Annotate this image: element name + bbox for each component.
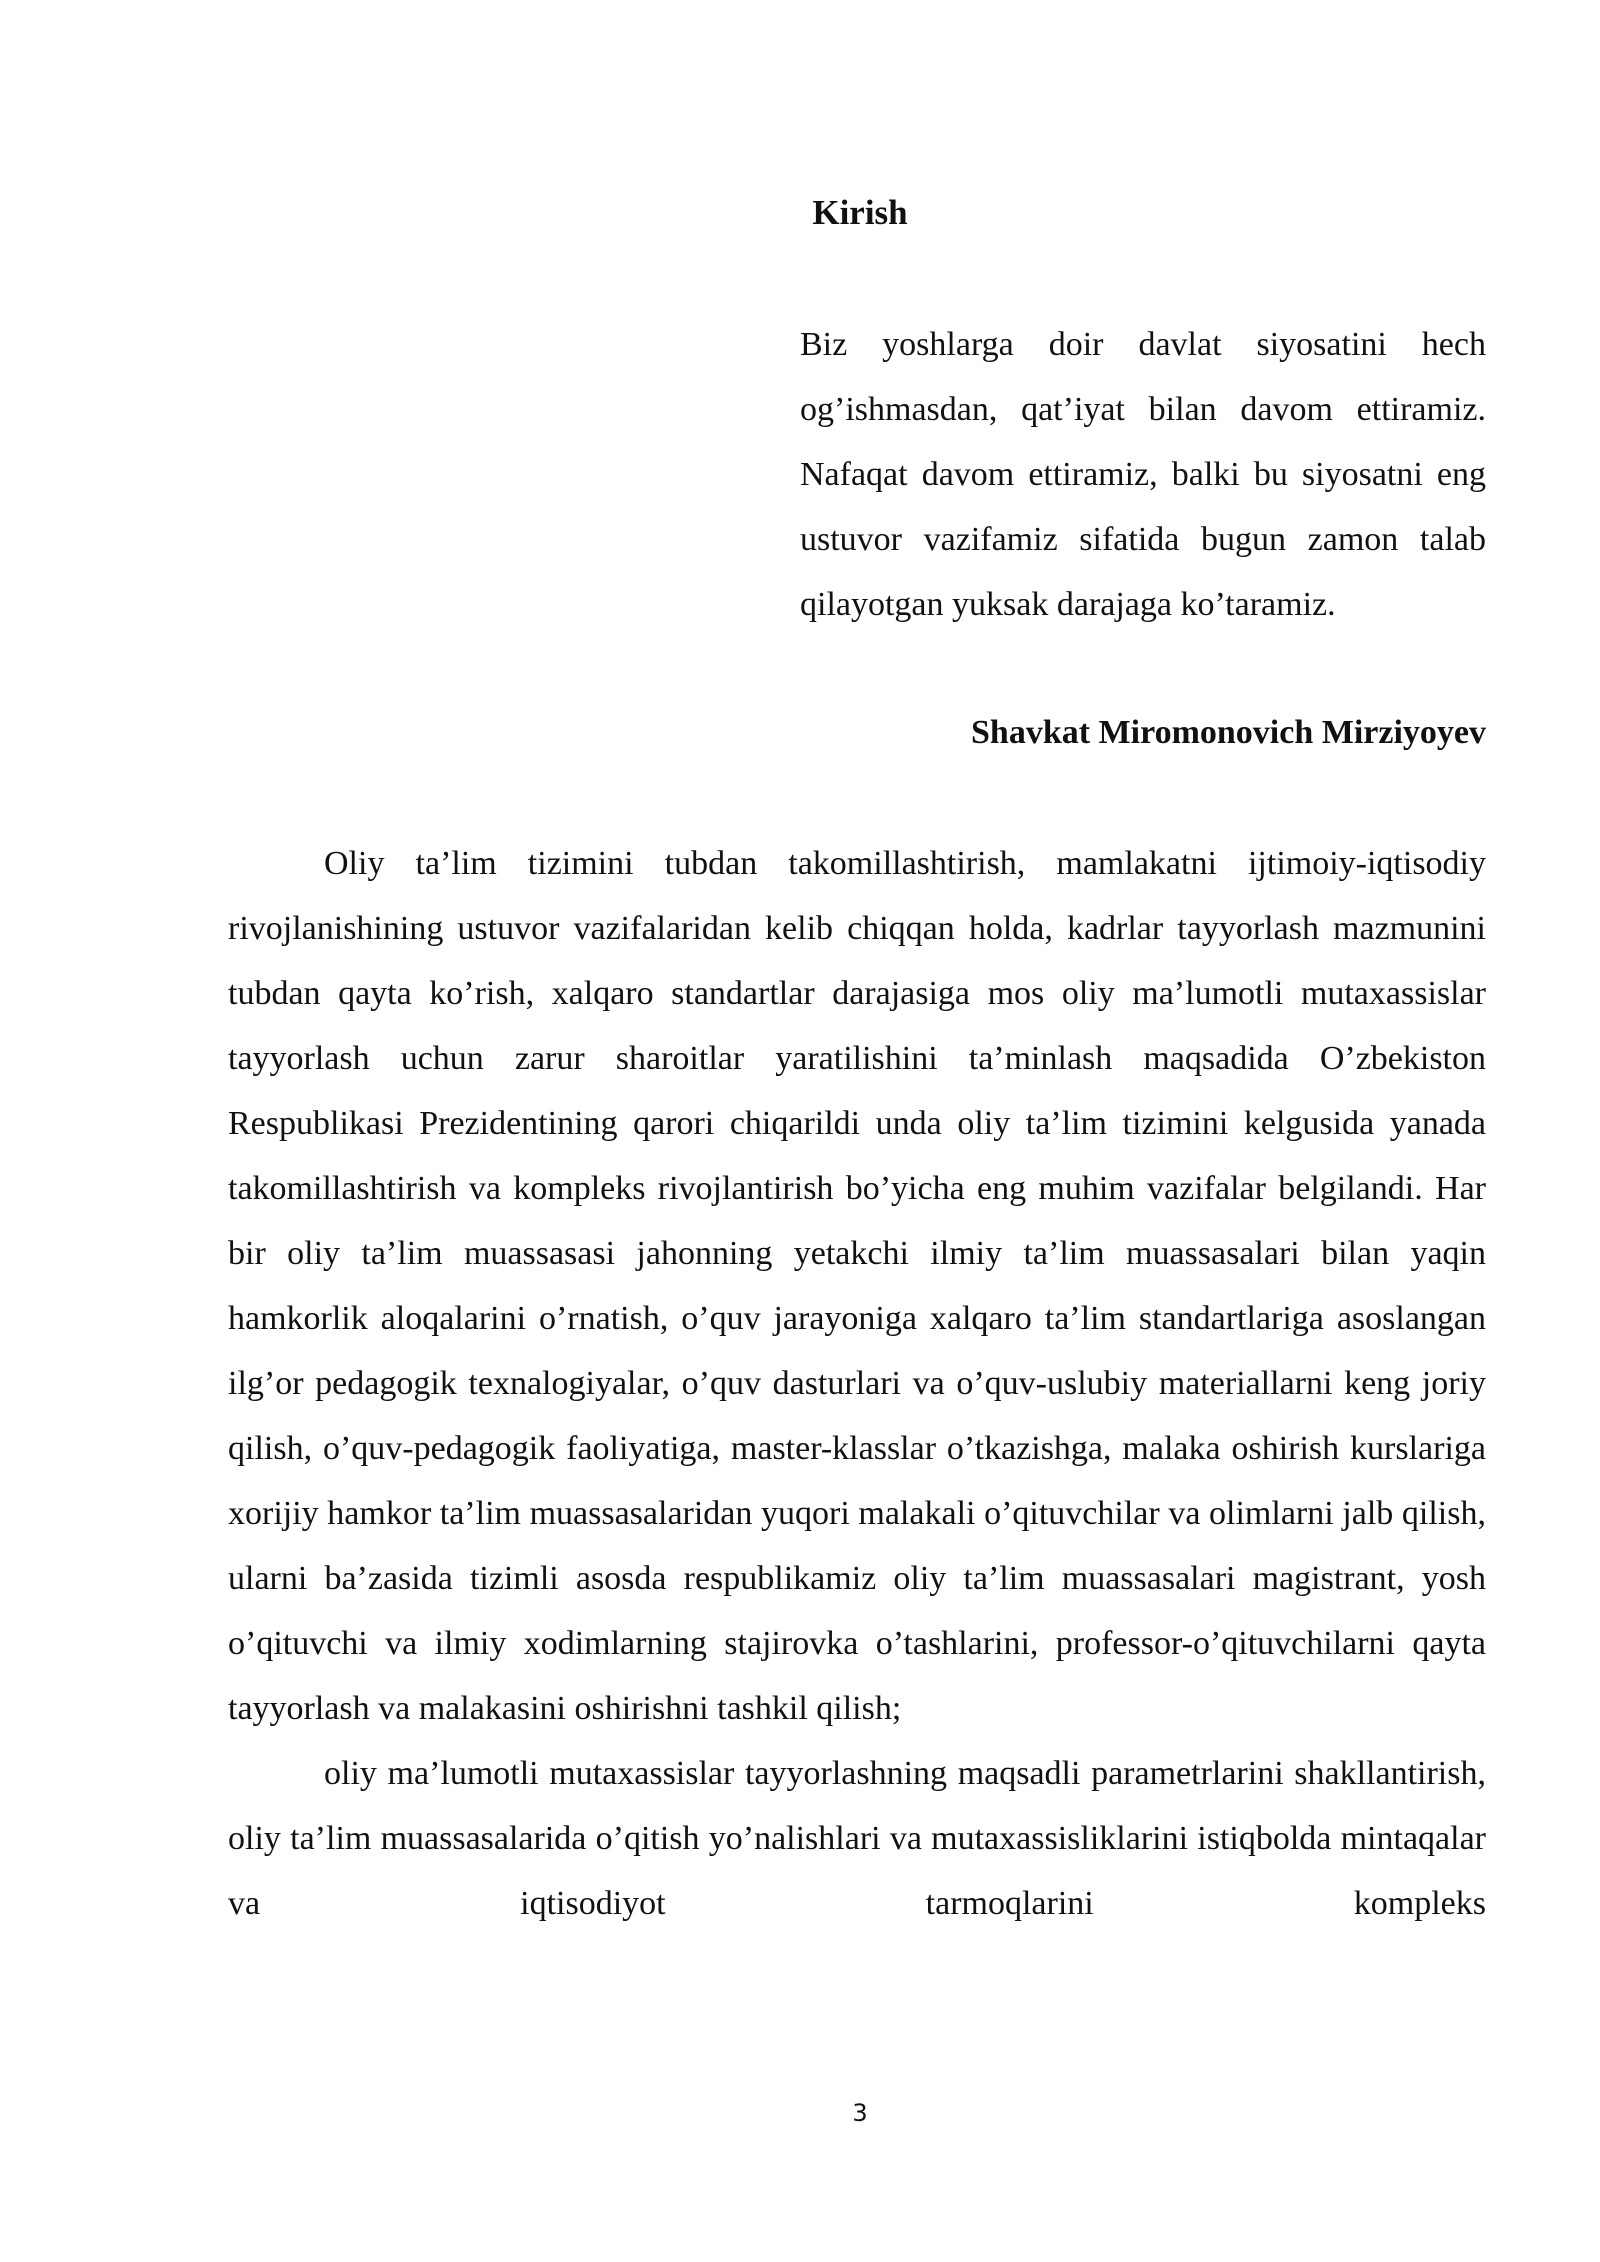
body-paragraph-1: Oliy ta’lim tizimini tubdan takomillashtirish, mamlakatni ijtimoiy-iqtisodiy rivojlanishining ustuvor vazifalaridan kelib chiqqan holda, kadrlar tayyorlash mazmunini tubdan qayta ko’rish, xalqaro standartlar darajasiga mos oliy ma’lumotli mutaxassislar tayyorlash uchun zarur sharoitlar yaratilishini ta’minlash maqsadida O’zbekiston Respublikasi Prezidentining qarori chiqarildi unda oliy ta’lim tizimini kelgusida yanada takomillashtirish va kompleks rivojlantirish bo’yicha eng muhim vazifalar belgilandi. Har bir oliy ta’lim muassasasi jahonning yetakchi ilmiy ta’lim muassasalari bilan yaqin hamkorlik aloqalarini o’rnatish, o’quv jarayoniga xalqaro ta’lim standartlariga asoslangan ilg’or pedagogik texnalogiyalar, o’quv dasturlari va o’quv-uslubiy materiallarni keng joriy qilish, o’quv-pedagogik faoliyatiga, master-klasslar o’tkazishga, malaka oshirish kurslariga xorijiy hamkor ta’lim muassasalaridan yuqori malakali o’qituvchilar va olimlarni jalb qilish, ularni ba’zasida tizimli asosda respublikamiz oliy ta’lim muassasalari magistrant, yosh o’qituvchi va ilmiy xodimlarning stajirovka o’tashlarini, professor-o’qituvchilarni qayta tayyorlash va malakasini oshirishni tashkil qilish; bbox=[228, 845, 1486, 1727]
epigraph-sentence-1: Biz yoshlarga doir davlat siyosatini hech og’ishmasdan, qat’iyat bilan davom ettiramiz. bbox=[800, 326, 1486, 428]
page-number: 3 bbox=[852, 2099, 868, 2127]
section-heading: Kirish bbox=[812, 193, 908, 232]
body-text bbox=[228, 831, 1486, 1936]
epigraph-author: Shavkat Miromonovich Mirziyoyev bbox=[971, 714, 1486, 751]
epigraph bbox=[800, 312, 1486, 637]
body-paragraph-2: oliy ma’lumotli mutaxassislar tayyorlashning maqsadli parametrlarini shakllantirish, oliy ta’lim muassasalarida o’qitish yo’nalishlari va mutaxassisliklarini istiqbolda mintaqalar va iqtisodiyot tarmoqlarini kompleks bbox=[228, 1755, 1486, 1922]
epigraph-sentence-2: Nafaqat davom ettiramiz, balki bu siyosatni eng ustuvor vazifamiz sifatida bugun zamon talab qilayotgan yuksak darajaga ko’taramiz. bbox=[800, 456, 1486, 623]
